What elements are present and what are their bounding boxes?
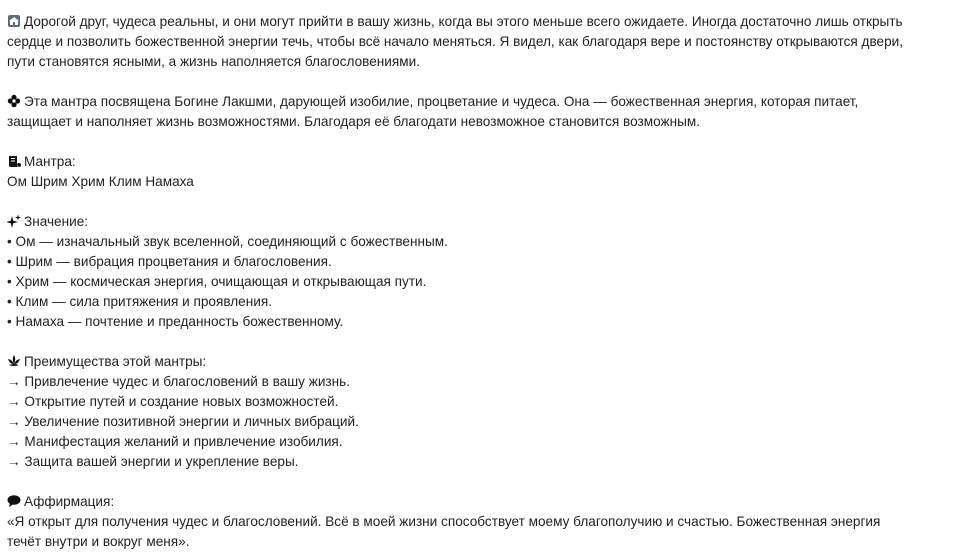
dedication-text-2: защищает и наполняет жизнь возможностями. Благодаря её благодати невозможное становится возможным. — [7, 114, 700, 129]
benefit-item: → Привлечение чудес и благословений в вашу жизнь. — [7, 374, 351, 389]
meaning-item: • Ом — изначальный звук вселенной, соединяющий с божественным. — [7, 234, 448, 249]
affirmation-heading: Аффирмация: — [24, 494, 115, 509]
flower-icon — [7, 94, 21, 108]
meaning-item: • Хрим — космическая энергия, очищающая и открывающая пути. — [7, 274, 427, 289]
affirmation-section — [7, 492, 952, 552]
benefit-item: → Открытие путей и создание новых возможностей. — [7, 394, 339, 409]
affirmation-text-2: течёт внутри и вокруг меня». — [7, 534, 190, 549]
meaning-item: • Шрим — вибрация процветания и благословения. — [7, 254, 332, 269]
post-body — [7, 12, 952, 552]
dedication-line-1 — [7, 92, 952, 112]
meaning-item: • Клим — сила притяжения и проявления. — [7, 294, 272, 309]
dedication-paragraph — [7, 92, 952, 132]
temple-icon — [7, 14, 21, 28]
affirmation-heading-line — [7, 492, 952, 512]
intro-line-1 — [7, 12, 952, 32]
affirmation-text-1: «Я открыт для получения чудес и благословений. Всё в моей жизни способствует моему благополучию и счастью. Божественная энергия — [7, 514, 881, 529]
benefit-item: → Защита вашей энергии и укрепление веры. — [7, 454, 299, 469]
sparkles-icon — [7, 214, 21, 228]
intro-text-3: пути становятся ясными, а жизнь наполняется благословениями. — [7, 54, 420, 69]
intro-text-1: Дорогой друг, чудеса реальны, и они могут прийти в вашу жизнь, когда вы этого меньше всего ожидаете. Иногда достаточно лишь открыть — [24, 14, 903, 29]
intro-paragraph — [7, 12, 952, 72]
benefits-heading: Преимущества этой мантры: — [24, 354, 207, 369]
benefits-heading-line — [7, 352, 952, 372]
mantra-text: Ом Шрим Хрим Клим Намаха — [7, 174, 194, 189]
mantra-section — [7, 152, 952, 192]
benefit-item: → Увеличение позитивной энергии и личных вибраций. — [7, 414, 359, 429]
dedication-text-1: Эта мантра посвящена Богине Лакшми, дарующей изобилие, процветание и чудеса. Она — божественная энергия, которая питает, — [24, 94, 859, 109]
intro-text-2: сердце и позволить божественной энергии течь, чтобы всё начало меняться. Я видел, как благодаря вере и постоянству открываются двери, — [7, 34, 904, 49]
mantra-heading-line — [7, 152, 952, 172]
benefit-item: → Манифестация желаний и привлечение изобилия. — [7, 434, 343, 449]
meaning-heading-line — [7, 212, 952, 232]
meaning-section — [7, 212, 952, 332]
meaning-item: • Намаха — почтение и преданность божественному. — [7, 314, 344, 329]
speech-bubble-icon — [7, 494, 21, 508]
meaning-heading: Значение: — [24, 214, 89, 229]
benefits-section — [7, 352, 952, 472]
mantra-heading: Мантра: — [24, 154, 76, 169]
lotus-icon — [7, 354, 21, 368]
scroll-icon — [7, 154, 21, 168]
